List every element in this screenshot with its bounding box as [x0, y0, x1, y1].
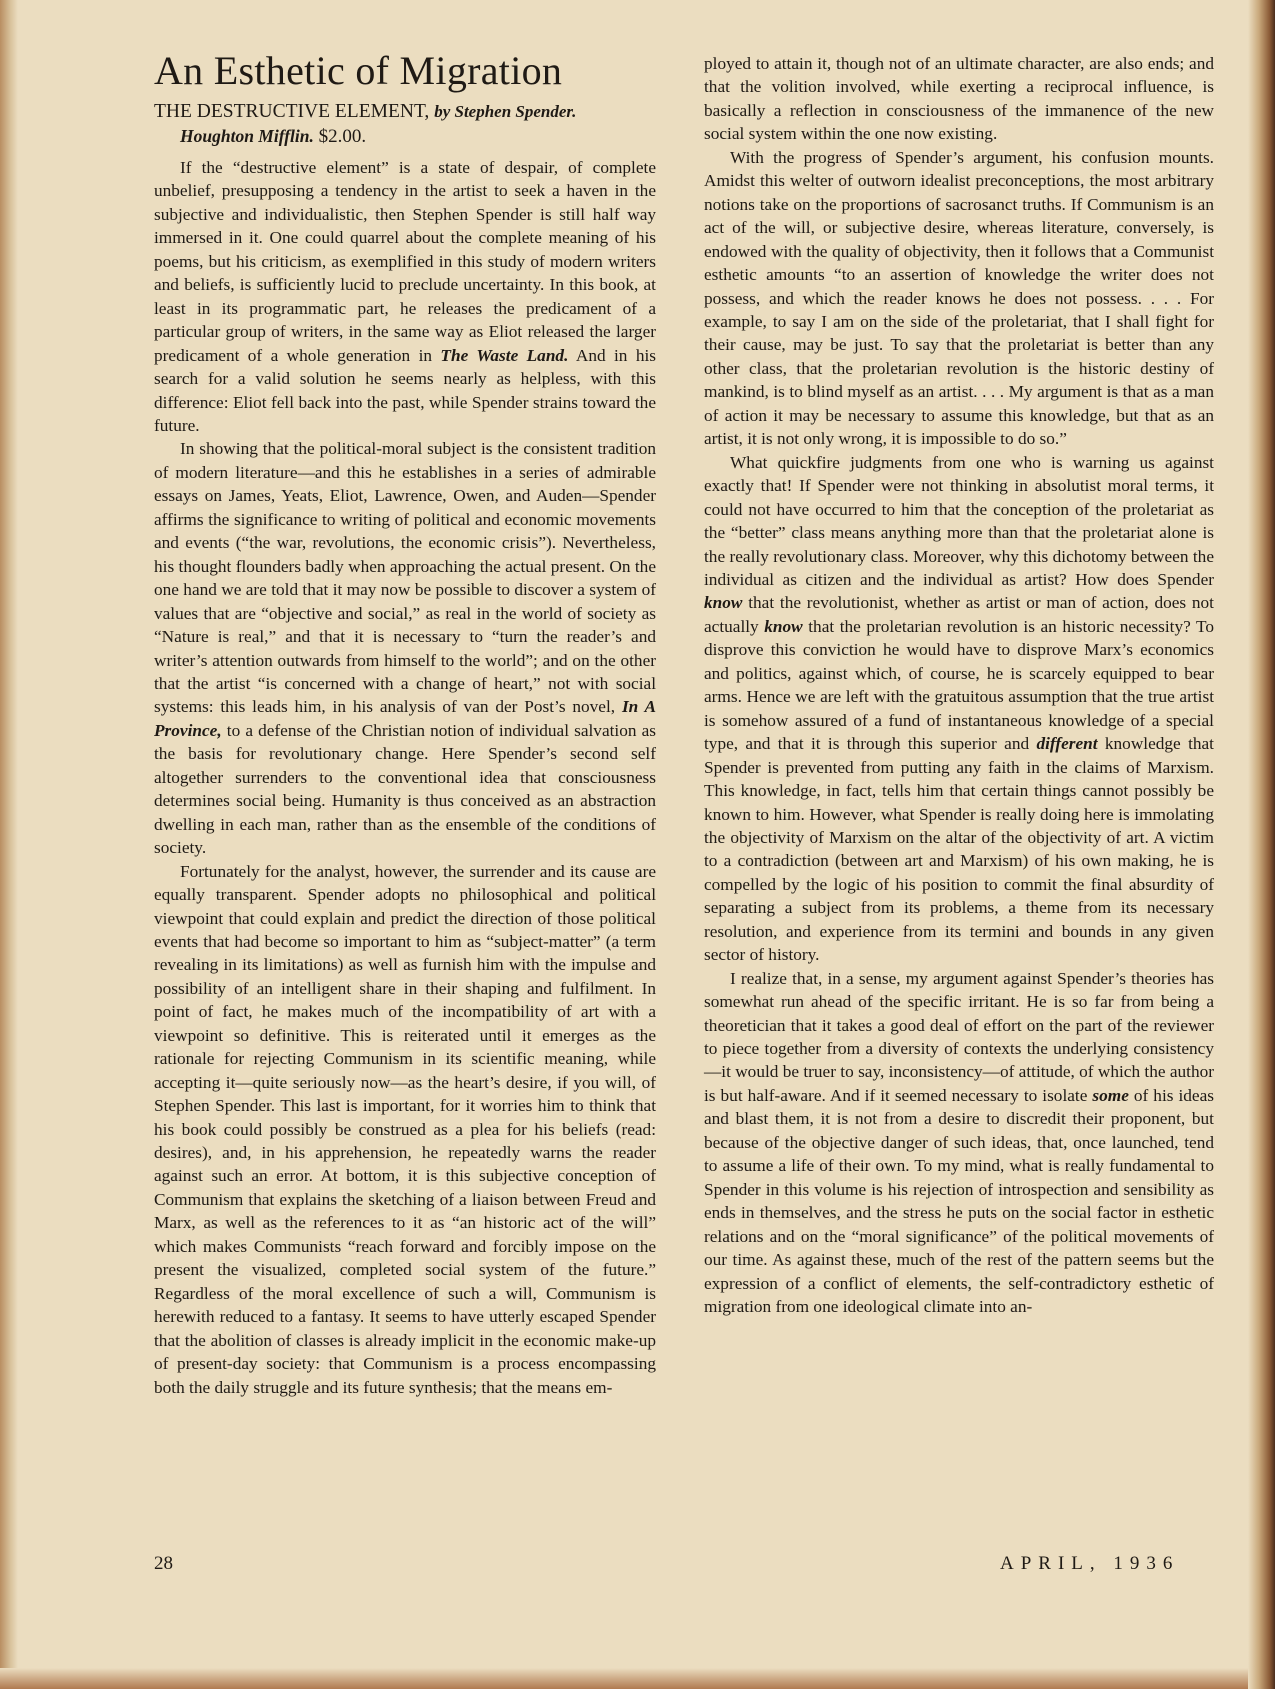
- page-right-edge: [1248, 0, 1275, 1689]
- emphasis: know: [704, 593, 743, 613]
- left-column: [154, 48, 656, 1399]
- paragraph-text: And in his search for a valid solution he seems nearly as helpless, with this difference: Eliot fell back into the past, while Spender strains toward the future.: [154, 345, 656, 435]
- book-title: THE DESTRUCTIVE ELEMENT,: [154, 101, 430, 122]
- book-author: by Stephen Spender.: [434, 102, 577, 121]
- paragraph: [704, 451, 1214, 967]
- emphasis: some: [1092, 1085, 1129, 1105]
- page-bottom-edge: [0, 1668, 1262, 1689]
- book-publisher-line: [180, 124, 656, 149]
- page-number: 28: [154, 1553, 173, 1574]
- paragraph: [704, 967, 1214, 1319]
- page-binding: [0, 0, 18, 1689]
- italic-title: The Waste Land.: [440, 345, 569, 365]
- paragraph: [154, 437, 656, 859]
- book-publisher: Houghton Mifflin.: [180, 126, 314, 146]
- paragraph-text: that the proletarian revolution is an historic necessity? To disprove this conviction he would have to disprove Marx’s economics and politics, against which, of course, he is scarcely equipped to bear arms. Hence we are left with the gratuitous assumption that the true artist is somehow assured of a fund of instantaneous knowledge of a special type, and that it is through this superior and: [704, 616, 1214, 754]
- article-title: An Esthetic of Migration: [154, 48, 563, 93]
- review-heading: [154, 100, 656, 124]
- paragraph-text: In showing that the political-moral subject is the consistent tradition of modern literature—and this he establishes in a series of admirable essays on James, Yeats, Eliot, Lawrence, Owen, and Auden—Spender affirms the significance to writing of political and economic movements and events (“the war, revolutions, the economic crisis”). Nevertheless, his thought flounders badly when approaching the actual present. On the one hand we are told that it may now be possible to discover a system of values that are “objective and social,” as real in the world of society as “Nature is real,” and that it is necessary to “turn the reader’s and writer’s attention outwards from himself to the world”; and on the other that the artist “is concerned with a change of heart,” not with social systems: this leads him, in his analysis of van der Post’s novel,: [154, 439, 656, 717]
- paragraph: With the progress of Spender’s argument, his confusion mounts. Amidst this welter of outworn idealist preconceptions, the most arbitrary notions take on the proportions of sacrosanct truths. If Communism is an act of the will, or subjective desire, whereas literature, conversely, is endowed with the quality of objectivity, then it follows that a Communist esthetic amounts “to an assertion of knowledge the writer does not possess, and which the reader knows he does not possess. . . . For example, to say I am on the side of the proletariat, that I shall fight for their cause, may be just. To say that the proletariat is better than any other class, that the proletarian revolution is the historic destiny of mankind, is to blind myself as an artist. . . . My argument is that as a man of action it may be necessary to assume this knowledge, but that as an artist, it is not only wrong, it is impossible to do so.”: [704, 147, 1214, 449]
- right-column: [704, 52, 1214, 1318]
- book-price: $2.00.: [318, 126, 367, 147]
- paragraph-text: I realize that, in a sense, my argument against Spender’s theories has somewhat run ahead of the specific irritant. He is so far from being a theoretician that it takes a good deal of effort on the part of the reviewer to piece together from a diversity of contexts the underlying consistency—it would be truer to say, inconsistency—of attitude, of which the author is but half-aware. And if it seemed necessary to isolate: [704, 968, 1214, 1105]
- issue-date: APRIL, 1936: [1000, 1553, 1180, 1574]
- emphasis: know: [764, 616, 803, 636]
- italic-title: In A Province,: [154, 697, 656, 740]
- emphasis: different: [1036, 734, 1098, 754]
- paragraph-text: to a defense of the Christian notion of individual salvation as the basis for revolutionary change. Here Spender’s second self altogether surrenders to the conventional idea that consciousness determines social being. Humanity is thus conceived as an abstraction dwelling in each man, rather than as the ensemble of the conditions of society.: [154, 720, 656, 858]
- paragraph-text: What quickfire judgments from one who is warning us against exactly that! If Spender were not thinking in absolutist moral terms, it could not have occurred to him that the conception of the proletariat as the “better” class means anything more than that the proletariat alone is the really revolutionary class. Moreover, why this dichotomy between the individual as citizen and the individual as artist? How does Spender: [704, 452, 1214, 589]
- paragraph-text: that the revolutionist, whether as artist or man of action, does not actually: [704, 593, 1214, 636]
- paragraph-text: If the “destructive element” is a state of despair, of complete unbelief, presupposing a tendency in the artist to seek a haven in the subjective and individualistic, then Stephen Spender is still half way immersed in it. One could quarrel about the complete meaning of his poems, but his criticism, as exemplified in this study of modern writers and beliefs, is sufficiently lucid to preclude uncertainty. In this book, at least in its programmatic part, he releases the predicament of a particular group of writers, in the same way as Eliot released the larger predicament of a whole generation in: [154, 158, 656, 365]
- paragraph: [154, 156, 656, 437]
- paragraph: ployed to attain it, though not of an ultimate character, are also ends; and that the volition involved, while exerting a reciprocal influence, is basically a reflection in consciousness of the immanence of the new social system within the one now existing.: [704, 54, 1214, 144]
- paragraph-text: knowledge that Spender is prevented from putting any faith in the claims of Marxism. This knowledge, in fact, tells him that certain things cannot possibly be known to him. However, what Spender is really doing here is immolating the objectivity of Marxism on the altar of the objectivity of art. A victim to a contradiction (between art and Marxism) of his own making, he is compelled by the logic of his position to commit the final absurdity of separating a subject from its problems, a theme from its necessary resolution, and experience from its termini and bounds in any given sector of history.: [704, 734, 1214, 965]
- paragraph-text: of his ideas and blast them, it is not from a desire to discredit their proponent, but because of the objective danger of such ideas, that, once launched, tend to assume a life of their own. To my mind, what is really fundamental to Spender in this volume is his rejection of introspection and sensibility as ends in themselves, and the stress he puts on the social factor in esthetic relations and on the “moral significance” of the political movements of our time. As against these, much of the rest of the pattern seems but the expression of a conflict of elements, the self-contradictory esthetic of migration from one ideological climate into an-: [704, 1085, 1214, 1317]
- paragraph: Fortunately for the analyst, however, the surrender and its cause are equally transparent. Spender adopts no philosophical and political viewpoint that could explain and predict the direction of those political events that had become so important to him as “subject-matter” (a term revealing in its limitations) as well as furnish him with the impulse and possibility of an intelligent share in their shaping and fulfilment. In point of fact, he makes much of the incompatibility of art with a viewpoint so definitive. This is reiterated until it emerges as the rationale for rejecting Communism in its scientific meaning, while accepting it—quite seriously now—as the heart’s desire, if you will, of Stephen Spender. This last is important, for it worries him to think that his book could possibly be construed as a plea for his beliefs (read: desires), and, in his apprehension, he repeatedly warns the reader against such an error. At bottom, it is this subjective conception of Communism that explains the sketching of a liaison between Freud and Marx, as well as the references to it as “an historic act of the will” which makes Communists “reach forward and forcibly impose on the present the visualized, completed social system of the future.” Regardless of the moral excellence of such a will, Communism is herewith reduced to a fantasy. It seems to have utterly escaped Spender that the abolition of classes is already implicit in the economic make-up of present-day society: that Communism is a process encompassing both the daily struggle and its future synthesis; that the means em-: [154, 861, 656, 1397]
